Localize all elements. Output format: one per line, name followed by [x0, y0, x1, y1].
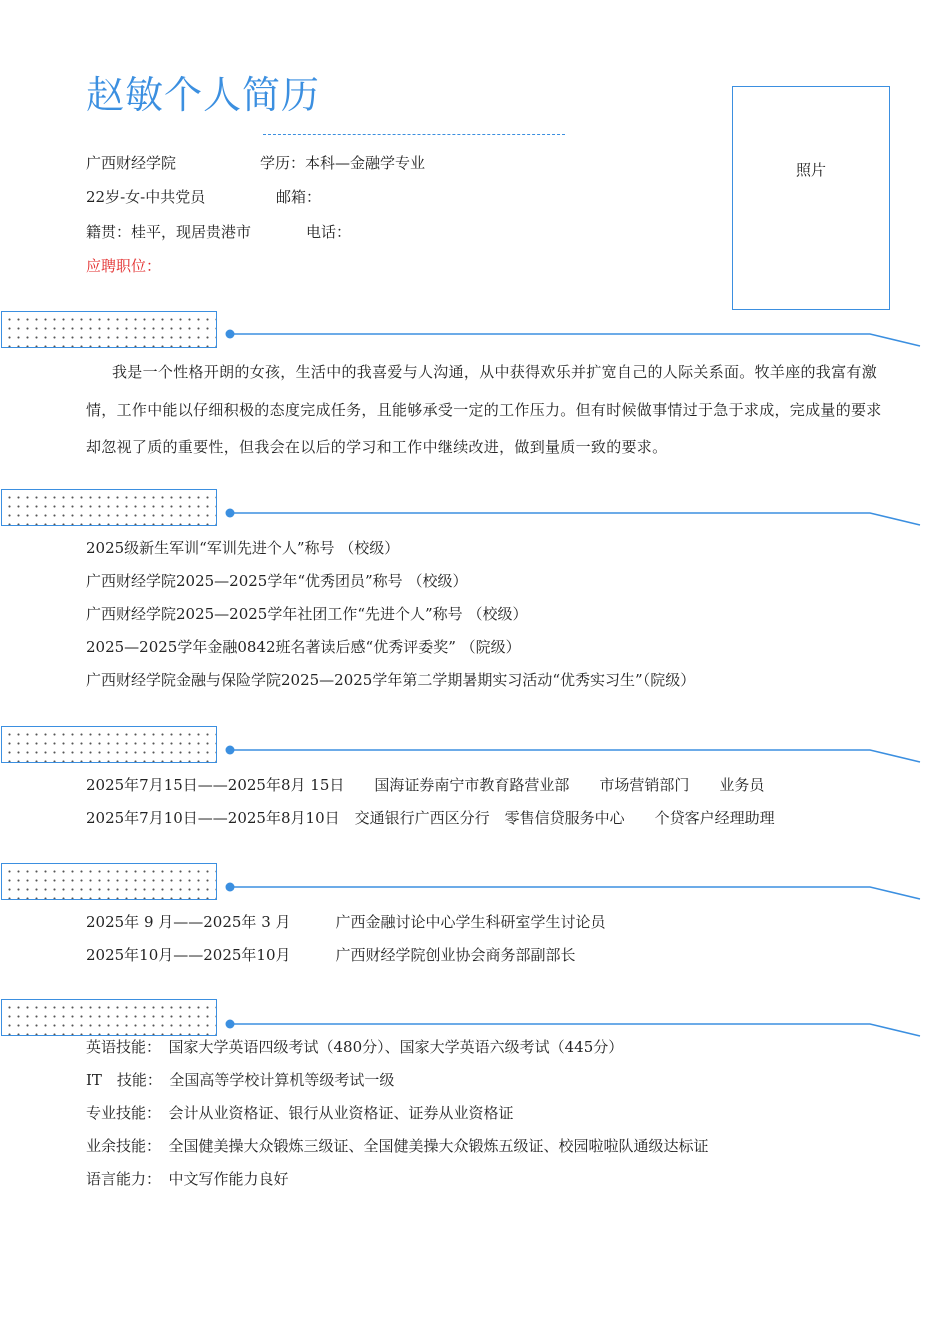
honor-item: 2025级新生军训“军训先进个人”称号 （校级） [86, 539, 400, 557]
self-intro-text: 我是一个性格开朗的女孩，生活中的我喜爱与人沟通，从中获得欢乐并扩宽自己的人际关系面。牧羊座的我富有激情，工作中能以仔细积极的态度完成任务，且能够承受一定的工作压力。但有时候做事情过于急于求成，完成量的要求却忽视了质的重要性，但我会在以后的学习和工作中继续改进，做到量质一致的要求。 [86, 363, 882, 456]
section-header-intro [1, 311, 217, 348]
native-place: 籍贯：桂平，现居贵港市 [86, 223, 252, 241]
internship-item: 2025年7月10日——2025年8月10日 交通银行广西区分行 零售信贷服务中心 个贷客户经理助理 [86, 809, 775, 827]
campus-item: 2025年10月——2025年10月 广西财经学院创业协会商务部副部长 [86, 946, 576, 964]
honor-item: 广西财经学院2025—2025学年社团工作“先进个人”称号 （校级） [86, 605, 528, 623]
section-header-internships [1, 726, 217, 763]
age-gender-party: 22岁-女-中共党员 [86, 188, 206, 206]
school: 广西财经学院 [86, 154, 177, 172]
skill-item: 语言能力： 中文写作能力良好 [86, 1170, 289, 1188]
honor-item: 广西财经学院金融与保险学院2025—2025学年第二学期暑期实习活动“优秀实习生”（院级） [86, 671, 696, 689]
section-header-campus [1, 863, 217, 900]
skill-item: IT 技能： 全国高等学校计算机等级考试一级 [86, 1071, 395, 1089]
skill-item: 专业技能： 会计从业资格证、银行从业资格证、证券从业资格证 [86, 1104, 514, 1122]
honor-item: 广西财经学院2025—2025学年“优秀团员”称号 （校级） [86, 572, 468, 590]
section-divider-intro [218, 313, 950, 353]
education: 学历：本科—金融学专业 [260, 154, 426, 172]
section-header-skills [1, 999, 217, 1036]
internship-item: 2025年7月15日——2025年8月 15日 国海证券南宁市教育路营业部 市场营销部门 业务员 [86, 776, 765, 794]
position-label: 应聘职位： [86, 257, 162, 275]
skill-item: 业余技能： 全国健美操大众锻炼三级证、全国健美操大众锻炼五级证、校园啦啦队通级达标证 [86, 1137, 709, 1155]
section-divider-campus [218, 866, 950, 906]
phone-label: 电话： [306, 223, 352, 241]
photo-placeholder [732, 86, 890, 310]
skill-item: 英语技能： 国家大学英语四级考试（480分）、国家大学英语六级考试（445分） [86, 1038, 624, 1056]
honor-item: 2025—2025学年金融0842班名著读后感“优秀评委奖” （院级） [86, 638, 521, 656]
photo-label: 照片 [795, 161, 826, 179]
page-title: 赵敏个人简历 [86, 73, 321, 117]
campus-item: 2025年 9 月——2025年 3 月 广西金融讨论中心学生科研室学生讨论员 [86, 913, 606, 931]
email-label: 邮箱： [276, 188, 322, 206]
title-divider [263, 134, 565, 135]
section-divider-honors [218, 492, 950, 532]
section-header-honors [1, 489, 217, 526]
section-divider-internships [218, 729, 950, 769]
